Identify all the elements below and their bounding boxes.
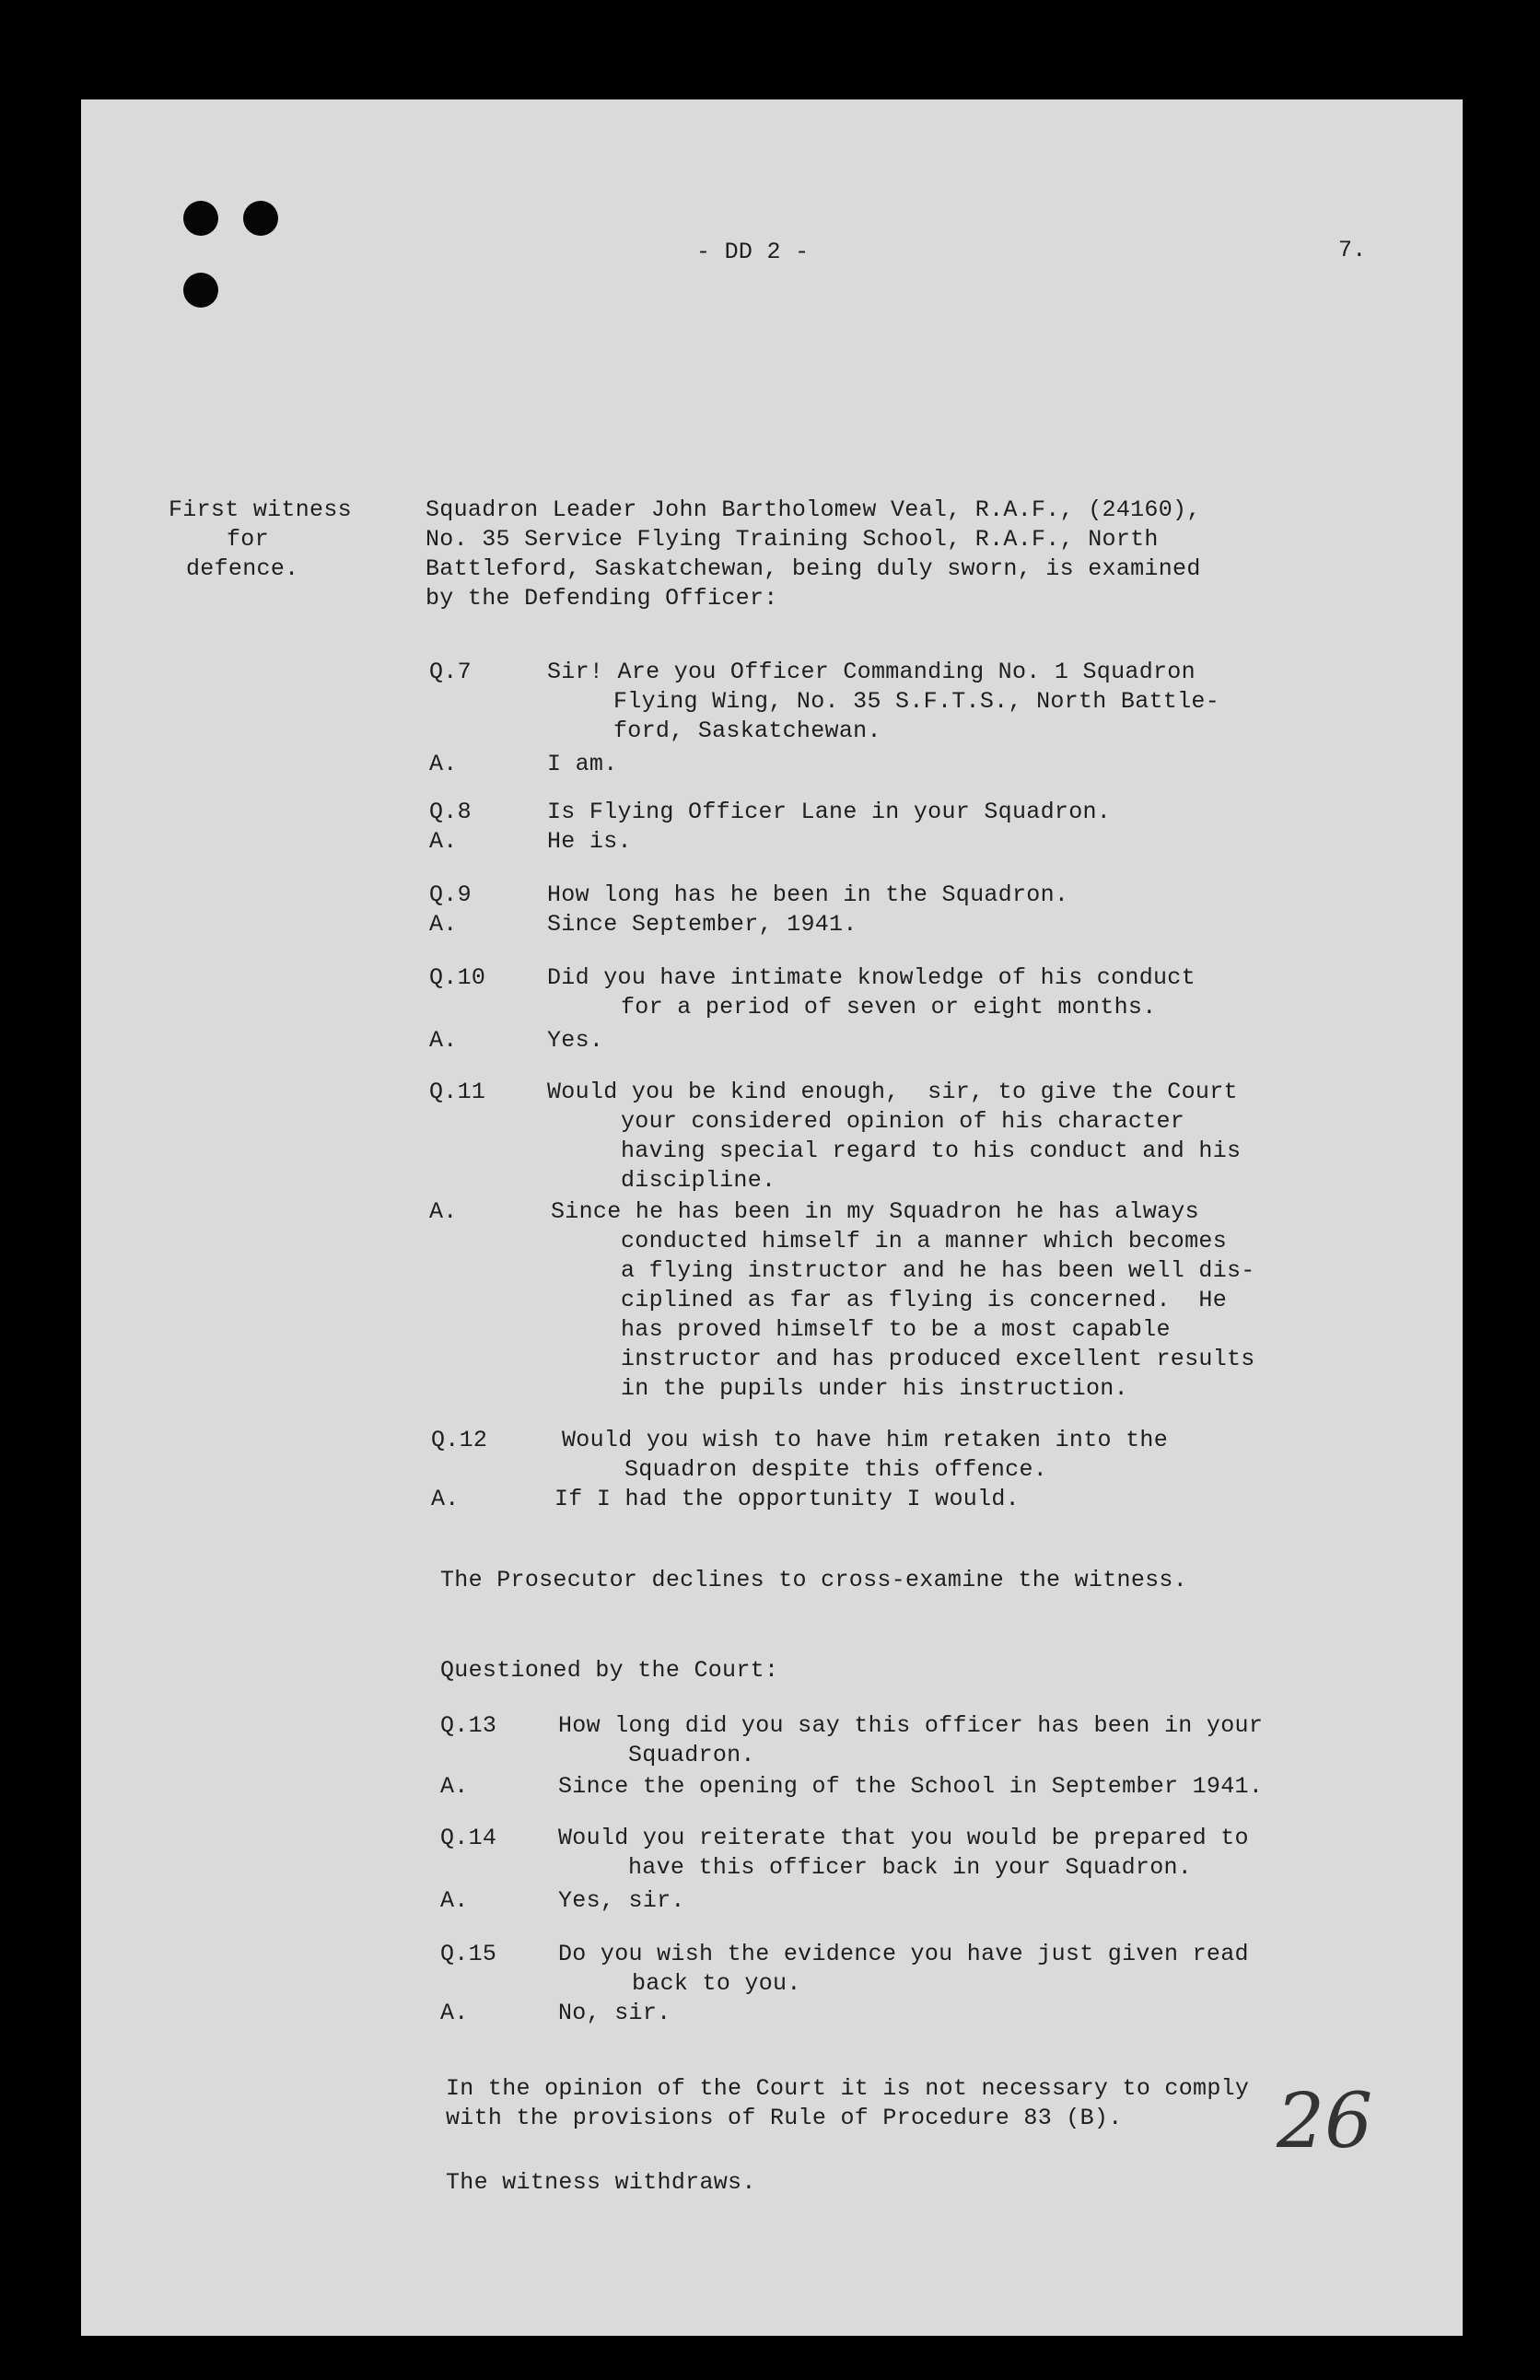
qa-label: A. [431, 1486, 460, 1512]
qa-line: have this officer back in your Squadron. [628, 1854, 1193, 1881]
closing-line: In the opinion of the Court it is not necessary to comply [446, 2075, 1250, 2102]
witness-withdraws: The witness withdraws. [446, 2169, 756, 2196]
qa-line: Squadron. [628, 1742, 755, 1768]
page-number: 7. [1338, 237, 1367, 263]
qa-label: Q.10 [429, 964, 486, 991]
qa-line: How long did you say this officer has been in your [558, 1712, 1264, 1739]
qa-line: your considered opinion of his character [621, 1108, 1185, 1135]
qa-line: having special regard to his conduct and his [621, 1138, 1242, 1164]
qa-line: Would you wish to have him retaken into the [562, 1427, 1169, 1453]
qa-line: discipline. [621, 1167, 776, 1194]
margin-note-line: for [227, 526, 269, 553]
punch-hole-top-left [183, 201, 218, 236]
intro-line: Squadron Leader John Bartholomew Veal, R.A.F., (24160), [426, 496, 1201, 523]
qa-label: A. [440, 2000, 469, 2026]
qa-line: If I had the opportunity I would. [554, 1486, 1020, 1512]
qa-label: A. [429, 1198, 458, 1225]
qa-label: Q.14 [440, 1825, 497, 1851]
punch-hole-top-right [243, 201, 278, 236]
qa-line: No, sir. [558, 2000, 671, 2026]
qa-label: A. [429, 828, 458, 855]
qa-line: Flying Wing, No. 35 S.F.T.S., North Battle- [613, 688, 1220, 715]
handwritten-folio-number: 26 [1277, 2078, 1373, 2165]
intro-line: by the Defending Officer: [426, 585, 778, 612]
qa-line: Since September, 1941. [547, 911, 858, 938]
qa-line: back to you. [632, 1970, 801, 1997]
qa-line: for a period of seven or eight months. [621, 994, 1157, 1021]
document-page [81, 99, 1463, 2336]
qa-line: ford, Saskatchewan. [613, 718, 881, 744]
margin-note-line: First witness [169, 496, 352, 523]
qa-label: A. [440, 1887, 469, 1914]
qa-line: Did you have intimate knowledge of his conduct [547, 964, 1196, 991]
court-heading: Questioned by the Court: [440, 1657, 779, 1684]
qa-label: Q.7 [429, 659, 472, 685]
qa-line: Squadron despite this offence. [624, 1456, 1048, 1483]
qa-line: conducted himself in a manner which becomes [621, 1228, 1228, 1254]
qa-label: Q.12 [431, 1427, 488, 1453]
qa-line: Would you reiterate that you would be prepared to [558, 1825, 1249, 1851]
qa-label: Q.15 [440, 1941, 497, 1967]
closing-line: with the provisions of Rule of Procedure 83 (B). [446, 2105, 1123, 2131]
qa-line: Is Flying Officer Lane in your Squadron. [547, 799, 1112, 825]
intro-line: No. 35 Service Flying Training School, R.A.F., North [426, 526, 1159, 553]
qa-line: Since the opening of the School in September 1941. [558, 1773, 1264, 1800]
qa-line: Sir! Are you Officer Commanding No. 1 Squadron [547, 659, 1196, 685]
qa-line: Yes, sir. [558, 1887, 685, 1914]
qa-line: in the pupils under his instruction. [621, 1375, 1128, 1402]
qa-label: Q.8 [429, 799, 472, 825]
qa-line: Yes. [547, 1027, 604, 1054]
qa-line: instructor and has produced excellent results [621, 1346, 1255, 1372]
qa-line: a flying instructor and he has been well dis- [621, 1257, 1255, 1284]
qa-label: Q.13 [440, 1712, 497, 1739]
qa-line: Would you be kind enough, sir, to give the Court [547, 1079, 1238, 1105]
qa-label: Q.9 [429, 881, 472, 908]
qa-line: has proved himself to be a most capable [621, 1316, 1171, 1343]
qa-line: I am. [547, 751, 618, 777]
qa-line: ciplined as far as flying is concerned. He [621, 1287, 1228, 1313]
qa-label: Q.11 [429, 1079, 486, 1105]
prosecutor-note: The Prosecutor declines to cross-examine the witness. [440, 1567, 1188, 1593]
punch-hole-bottom-left [183, 273, 218, 308]
page-code: - DD 2 - [696, 239, 810, 265]
qa-label: A. [429, 751, 458, 777]
qa-label: A. [440, 1773, 469, 1800]
qa-line: Do you wish the evidence you have just given read [558, 1941, 1249, 1967]
intro-line: Battleford, Saskatchewan, being duly sworn, is examined [426, 555, 1201, 582]
qa-label: A. [429, 1027, 458, 1054]
qa-line: Since he has been in my Squadron he has always [551, 1198, 1199, 1225]
qa-line: He is. [547, 828, 632, 855]
margin-note-line: defence. [186, 555, 299, 582]
qa-label: A. [429, 911, 458, 938]
qa-line: How long has he been in the Squadron. [547, 881, 1069, 908]
